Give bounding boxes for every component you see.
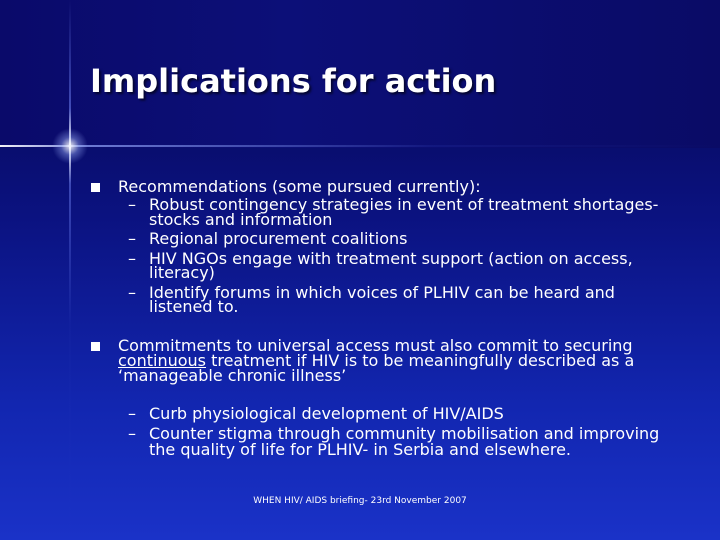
slide-title: Implications for action xyxy=(90,62,497,100)
sub-dash: – xyxy=(128,229,136,248)
sub-item-1-1-line-2: stocks and information xyxy=(149,210,333,229)
sub-dash: – xyxy=(128,195,136,214)
sub-item-1-4-line-1: Identify forums in which voices of PLHIV can be heard and xyxy=(149,283,615,302)
sub-dash: – xyxy=(128,404,136,423)
sub-item-1-1-line-1: Robust contingency strategies in event of treatment shortages- xyxy=(149,195,659,214)
bullet-2-line-2-rest: treatment if HIV is to be meaningfully described as a xyxy=(206,351,635,370)
sub-dash: – xyxy=(128,249,136,268)
sub-item-2-1-line-1: Curb physiological development of HIV/AIDS xyxy=(149,404,504,423)
bullet-2-line-3: ‘manageable chronic illness’ xyxy=(118,366,347,385)
sub-item-1-3-line-2: literacy) xyxy=(149,263,215,282)
sub-item-1-3-line-1: HIV NGOs engage with treatment support (action on access, xyxy=(149,249,633,268)
sub-dash: – xyxy=(128,283,136,302)
bullet-square-1 xyxy=(91,183,100,192)
sub-dash: – xyxy=(128,424,136,443)
sub-item-1-2-line-1: Regional procurement coalitions xyxy=(149,229,408,248)
bullet-square-2 xyxy=(91,342,100,351)
sub-item-2-2-line-2: the quality of life for PLHIV- in Serbia and elsewhere. xyxy=(149,440,572,459)
sub-item-1-4-line-2: listened to. xyxy=(149,297,239,316)
bullet-1-text: Recommendations (some pursued currently): xyxy=(118,177,481,196)
emphasis-continuous: continuous xyxy=(118,351,206,370)
sub-item-2-2-line-1: Counter stigma through community mobilisation and improving xyxy=(149,424,660,443)
slide-footer: WHEN HIV/ AIDS briefing- 23rd November 2007 xyxy=(253,496,467,506)
bullet-2-line-1: Commitments to universal access must also commit to securing xyxy=(118,336,633,355)
